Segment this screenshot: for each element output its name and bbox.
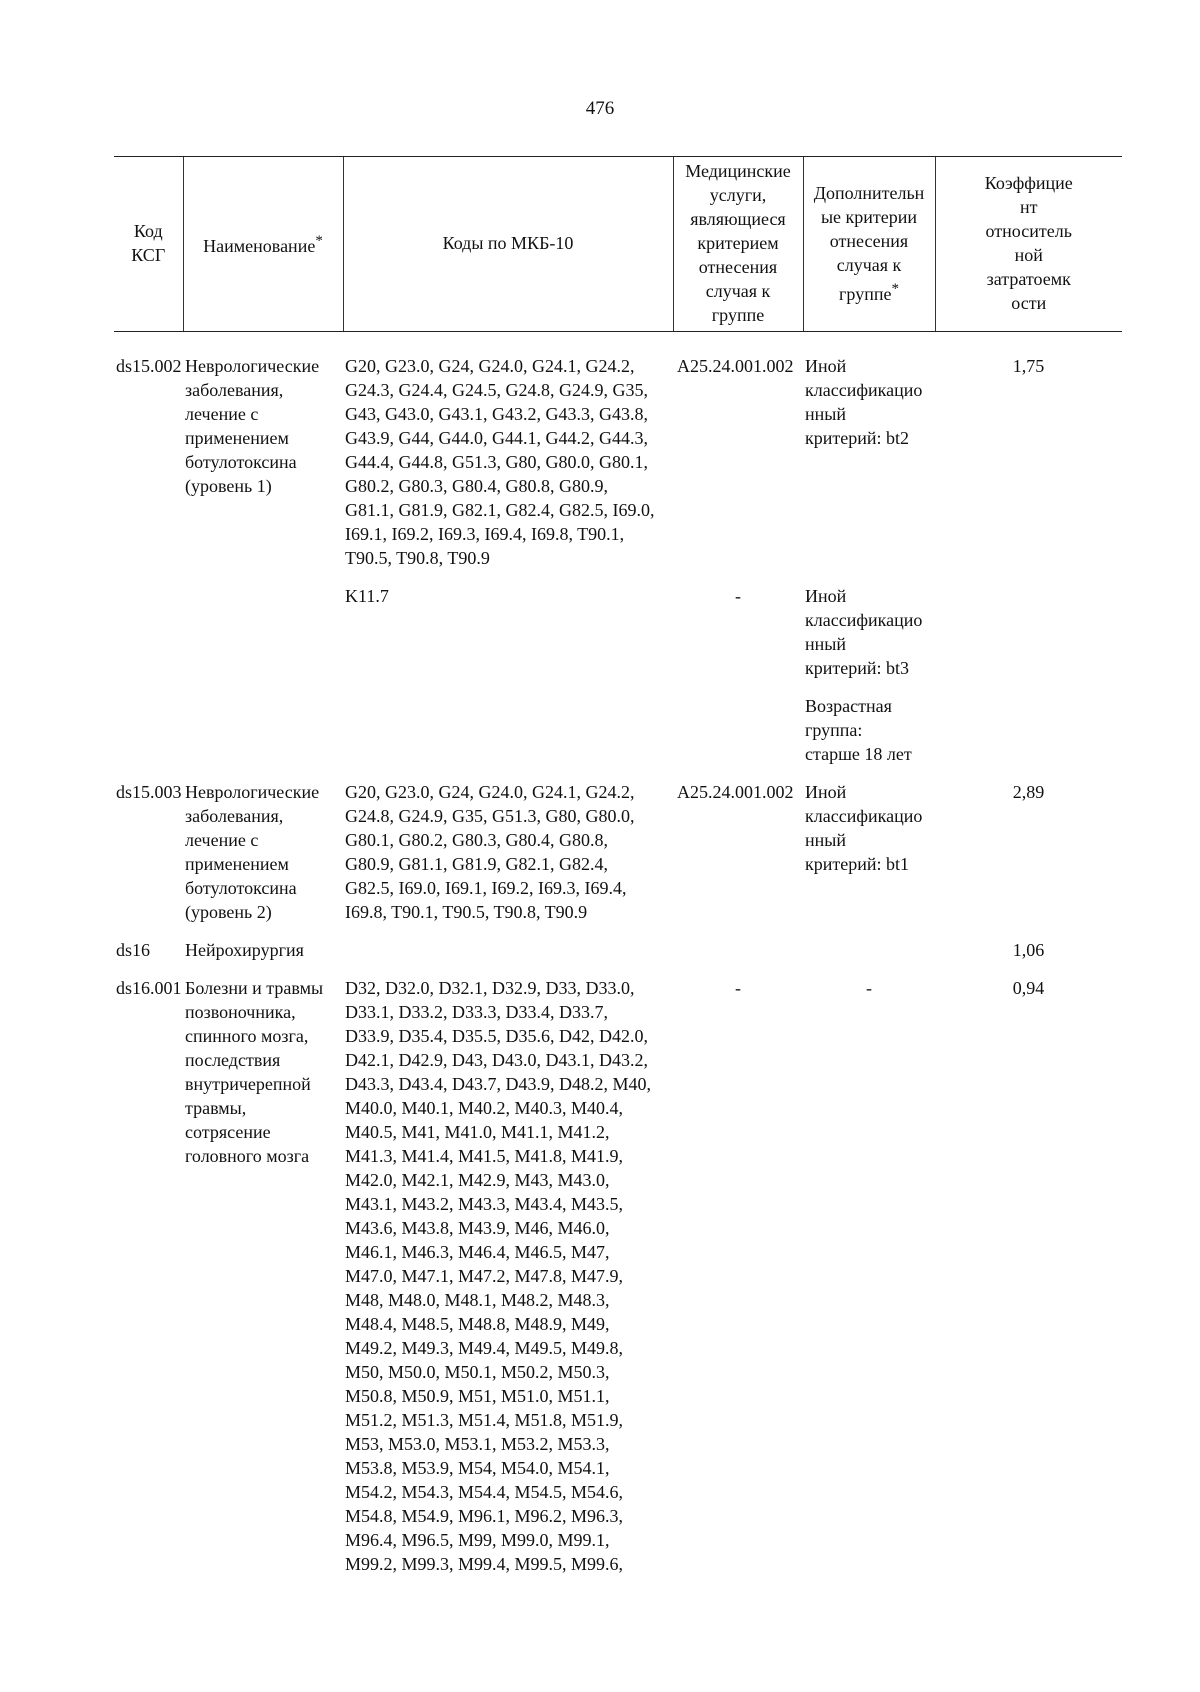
coefficient: 0,94 xyxy=(1012,978,1045,998)
ksg-code: ds16.001 xyxy=(116,978,182,998)
icd-codes: D32, D32.0, D32.1, D32.9, D33, D33.0, D33.1, D33.2, D33.3, D33.4, D33.7, D33.9, D35.4, D35.5, D35.6, D42, D42.0, D42.1, D42.9, D43, D43.0, D43.1, D43.2, D43.3, D43.4, D43.7, D43.9, D48.2, M40, M40.0, M40.1, M40.2, M40.3, M40.4, M40.5, M41, M41.0, M41.1, M41.2, M41.3, M41.4, M41.5, M41.8, M41.9, M42.0, M42.1, M42.9, M43, M43.0, M43.1, M43.2, M43.3, M43.4, M43.5, M43.6, M43.8, M43.9, M46, M46.0, M46.1, M46.3, M46.4, M46.5, M47, M47.0, M47.1, M47.2, M47.8, M47.9, M48, M48.0, M48.1, M48.2, M48.3, M48.4, M48.5, M48.8, M48.9, M49, M49.2, M49.3, M49.4, M49.5, M49.8, M50, M50.0, M50.1, M50.2, M50.3, M50.8, M50.9, M51, M51.0, M51.1, M51.2, M51.3, M51.4, M51.8, M51.9, M53, M53.0, M53.1, M53.2, M53.3, M53.8, M53.9, M54, M54.0, M54.1, M54.2, M54.3, M54.4, M54.5, M54.6, M54.8, M54.9, M96.1, M96.2, M96.3, M96.4, M96.5, M99, M99.0, M99.1, M99.2, M99.3, M99.4, M99.5, M99.6, xyxy=(345,978,651,1574)
footnote-mark: * xyxy=(891,280,899,297)
icd-codes xyxy=(343,924,673,962)
coefficient xyxy=(935,570,1122,766)
extra-criteria: Иной классификацио нный критерий: bt1 xyxy=(805,782,923,874)
age-criteria: Возрастная группа: старше 18 лет xyxy=(805,696,912,764)
medical-service xyxy=(673,924,803,962)
header-code: Код КСГ xyxy=(114,157,183,332)
icd-codes: G20, G23.0, G24, G24.0, G24.1, G24.2, G24.8, G24.9, G35, G51.3, G80, G80.0, G80.1, G80.2, G80.3, G80.4, G80.8, G80.9, G81.1, G81.9, G82.1, G82.4, G82.5, I69.0, I69.1, I69.2, I69.3, I69.4, I69.8, T90.1, T90.5, T90.8, T90.9 xyxy=(345,782,635,922)
table-row xyxy=(114,354,1122,570)
extra-criteria: - xyxy=(866,978,872,998)
ksg-code: ds15.002 xyxy=(116,356,182,376)
icd-codes: K11.7 xyxy=(345,586,389,606)
table-row xyxy=(114,570,1122,766)
header-extra-criteria: Дополнительн ые критерии отнесения случая к группе* xyxy=(803,157,935,332)
footnote-mark: * xyxy=(315,232,323,249)
table-row xyxy=(114,962,1122,1576)
medical-service: A25.24.001.002 xyxy=(677,356,794,376)
extra-criteria-cell xyxy=(803,570,935,766)
icd-codes: G20, G23.0, G24, G24.0, G24.1, G24.2, G24.3, G24.4, G24.5, G24.8, G24.9, G35, G43, G43.0, G43.1, G43.2, G43.3, G43.8, G43.9, G44, G44.0, G44.1, G44.2, G44.3, G44.4, G44.8, G51.3, G80, G80.0, G80.1, G80.2, G80.3, G80.4, G80.8, G80.9, G81.1, G81.9, G82.1, G82.4, G82.5, I69.0, I69.1, I69.2, I69.3, I69.4, I69.8, T90.1, T90.5, T90.8, T90.9 xyxy=(345,356,655,568)
ksg-name: Нейрохирургия xyxy=(185,940,304,960)
ksg-code xyxy=(114,570,183,766)
extra-criteria xyxy=(803,924,935,962)
ksg-name xyxy=(183,570,343,766)
ksg-name: Неврологические заболевания, лечение с применением ботулотоксина (уровень 1) xyxy=(185,356,320,496)
header-name: Наименование* xyxy=(183,157,343,332)
medical-service: - xyxy=(735,586,741,606)
header-services: Медицинские услуги, являющиеся критерием отнесения случая к группе xyxy=(673,157,803,332)
extra-criteria: Иной классификацио нный критерий: bt2 xyxy=(805,356,923,448)
ksg-name: Неврологические заболевания, лечение с применением ботулотоксина (уровень 2) xyxy=(185,782,320,922)
ksg-code: ds16 xyxy=(116,940,151,960)
coefficient: 1,75 xyxy=(1012,356,1045,376)
page-number: 476 xyxy=(585,98,615,119)
table-row xyxy=(114,924,1122,962)
table-row xyxy=(114,766,1122,924)
medical-service: A25.24.001.002 xyxy=(677,782,794,802)
coefficient: 1,06 xyxy=(1012,940,1045,960)
ksg-table xyxy=(114,156,1122,1576)
header-icd: Коды по МКБ-10 xyxy=(343,157,673,332)
ksg-name: Болезни и травмы позвоночника, спинного мозга, последствия внутричерепной травмы, сотрясение головного мозга xyxy=(185,978,324,1166)
medical-service: - xyxy=(735,978,741,998)
extra-criteria: Иной классификацио нный критерий: bt3 xyxy=(805,586,923,678)
table-header-row xyxy=(114,157,1122,332)
ksg-code: ds15.003 xyxy=(116,782,182,802)
coefficient: 2,89 xyxy=(1012,782,1045,802)
header-coefficient: Коэффицие нт относитель ной затратоемк ости xyxy=(935,157,1122,332)
